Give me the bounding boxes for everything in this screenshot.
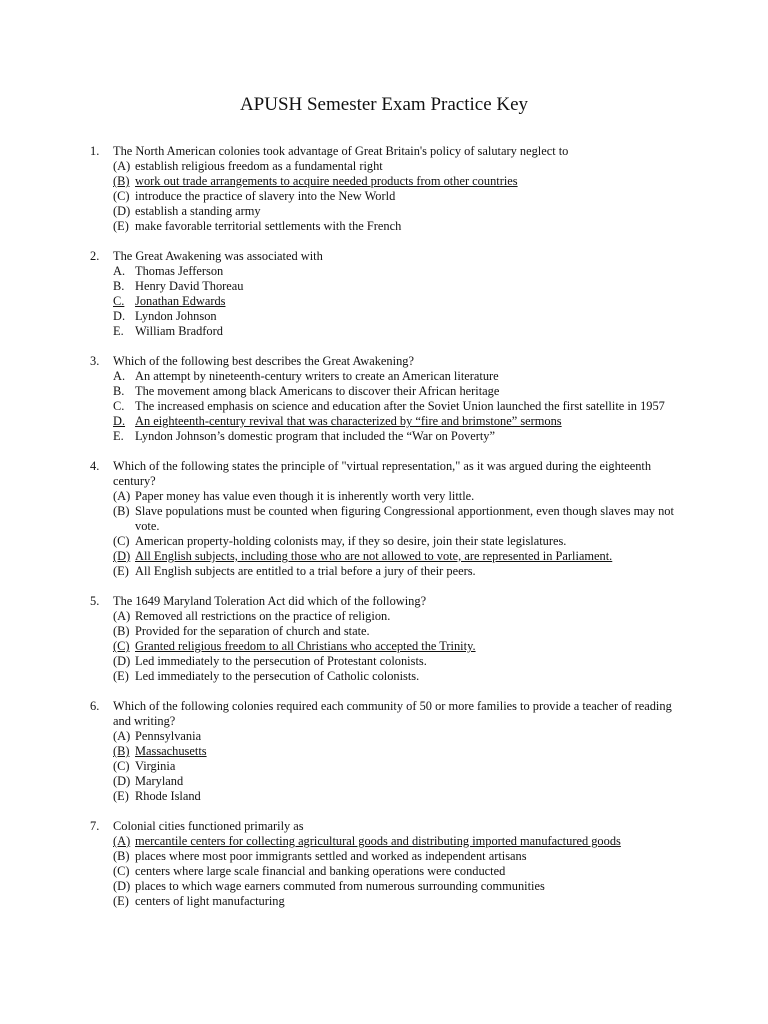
- question-2: [0, 249, 768, 339]
- option-text: Massachusetts: [135, 744, 207, 758]
- option-label: B.: [113, 279, 125, 293]
- option-label: A.: [113, 369, 126, 383]
- option-label: E.: [113, 324, 124, 338]
- option-label: (D): [113, 654, 131, 668]
- option-label: (B): [113, 849, 130, 863]
- option-label: (D): [113, 774, 131, 788]
- answer-option: [113, 279, 688, 294]
- question-6: [0, 699, 768, 804]
- option-text: introduce the practice of slavery into the New World: [135, 189, 396, 203]
- option-text: Rhode Island: [135, 789, 201, 803]
- option-text: Provided for the separation of church and state.: [135, 624, 370, 638]
- answer-option: [113, 624, 688, 639]
- option-text: An eighteenth-century revival that was characterized by “fire and brimstone” sermons: [135, 414, 562, 428]
- option-text: Lyndon Johnson’s domestic program that included the “War on Poverty”: [135, 429, 495, 443]
- option-label: (C): [113, 189, 130, 203]
- option-text: mercantile centers for collecting agricultural goods and distributing imported manufactured goods: [135, 834, 621, 848]
- option-text: work out trade arrangements to acquire needed products from other countries: [135, 174, 518, 188]
- answer-option: [113, 204, 688, 219]
- question-number: 7.: [90, 819, 100, 833]
- answer-option: [113, 219, 688, 234]
- option-label: (D): [113, 879, 131, 893]
- option-label: (B): [113, 624, 130, 638]
- answer-option: [113, 159, 688, 174]
- option-text: places to which wage earners commuted from numerous surrounding communities: [135, 879, 545, 893]
- option-label: E.: [113, 429, 124, 443]
- answer-option-correct: [113, 294, 688, 309]
- option-label: (B): [113, 174, 130, 188]
- option-text: Virginia: [135, 759, 176, 773]
- option-label: A.: [113, 264, 126, 278]
- option-text: Removed all restrictions on the practice of religion.: [135, 609, 391, 623]
- option-text: Maryland: [135, 774, 184, 788]
- question-5: [0, 594, 768, 684]
- question-number: 6.: [90, 699, 100, 713]
- option-label: (D): [113, 549, 131, 563]
- option-text: Lyndon Johnson: [135, 309, 217, 323]
- option-label: (A): [113, 609, 131, 623]
- option-text: All English subjects, including those who are not allowed to vote, are represented in Parliament.: [135, 549, 613, 563]
- option-label: C.: [113, 399, 125, 413]
- option-text: The increased emphasis on science and education after the Soviet Union launched the first satellite in 1957: [135, 399, 665, 413]
- answer-option: [113, 669, 688, 684]
- option-text: Thomas Jefferson: [135, 264, 224, 278]
- option-text: Henry David Thoreau: [135, 279, 244, 293]
- option-label: (E): [113, 669, 129, 683]
- option-text: Paper money has value even though it is inherently worth very little.: [135, 489, 475, 503]
- option-label: (E): [113, 219, 129, 233]
- answer-option-correct: [113, 834, 688, 849]
- option-label: (E): [113, 789, 129, 803]
- question-text: Which of the following states the principle of "virtual representation," as it was argued during the eighteenth century?: [113, 459, 652, 488]
- option-text: centers where large scale financial and banking operations were conducted: [135, 864, 506, 878]
- answer-option: [113, 864, 688, 879]
- question-text: The 1649 Maryland Toleration Act did which of the following?: [113, 594, 427, 608]
- option-label: (D): [113, 204, 131, 218]
- question-number: 5.: [90, 594, 100, 608]
- option-text: William Bradford: [135, 324, 223, 338]
- option-text: Led immediately to the persecution of Protestant colonists.: [135, 654, 427, 668]
- question-number: 2.: [90, 249, 100, 263]
- question-3: [0, 354, 768, 444]
- question-list: [0, 144, 768, 924]
- answer-option: [113, 564, 688, 579]
- option-label: (A): [113, 159, 131, 173]
- answer-option: [113, 324, 688, 339]
- question-text: Which of the following colonies required each community of 50 or more families to provide a teacher of reading and writing?: [113, 699, 672, 728]
- option-label: (E): [113, 894, 129, 908]
- option-text: Slave populations must be counted when figuring Congressional apportionment, even though slaves may not vote.: [135, 504, 674, 533]
- answer-option: [113, 489, 688, 504]
- answer-option-correct: [113, 174, 688, 189]
- answer-option: [113, 729, 688, 744]
- answer-option: [113, 789, 688, 804]
- answer-option: [113, 384, 688, 399]
- answer-option: [113, 399, 688, 414]
- answer-option: [113, 429, 688, 444]
- option-label: B.: [113, 384, 125, 398]
- answer-option-correct: [113, 414, 688, 429]
- option-label: (B): [113, 504, 130, 518]
- option-text: American property-holding colonists may, if they so desire, join their state legislatures.: [135, 534, 567, 548]
- answer-option: [113, 369, 688, 384]
- option-text: establish a standing army: [135, 204, 261, 218]
- question-text: The Great Awakening was associated with: [113, 249, 323, 263]
- option-label: (C): [113, 864, 130, 878]
- option-text: All English subjects are entitled to a trial before a jury of their peers.: [135, 564, 476, 578]
- option-label: C.: [113, 294, 125, 308]
- option-label: (A): [113, 834, 131, 848]
- option-label: (C): [113, 759, 130, 773]
- question-7: [0, 819, 768, 909]
- question-4: [0, 459, 768, 579]
- answer-option: [113, 189, 688, 204]
- option-label: (A): [113, 729, 131, 743]
- answer-option: [113, 264, 688, 279]
- question-text: The North American colonies took advantage of Great Britain's policy of salutary neglect to: [113, 144, 569, 158]
- answer-option-correct: [113, 744, 688, 759]
- question-1: [0, 144, 768, 234]
- answer-option: [113, 504, 688, 534]
- question-number: 4.: [90, 459, 100, 473]
- answer-option: [113, 654, 688, 669]
- option-label: (C): [113, 534, 130, 548]
- answer-option-correct: [113, 549, 688, 564]
- option-label: D.: [113, 309, 126, 323]
- option-label: (C): [113, 639, 130, 653]
- option-text: Jonathan Edwards: [135, 294, 226, 308]
- option-text: The movement among black Americans to discover their African heritage: [135, 384, 500, 398]
- option-label: (E): [113, 564, 129, 578]
- question-text: Colonial cities functioned primarily as: [113, 819, 304, 833]
- option-text: centers of light manufacturing: [135, 894, 285, 908]
- option-label: D.: [113, 414, 126, 428]
- option-text: places where most poor immigrants settled and worked as independent artisans: [135, 849, 527, 863]
- question-text: Which of the following best describes the Great Awakening?: [113, 354, 414, 368]
- option-label: (A): [113, 489, 131, 503]
- answer-option: [113, 849, 688, 864]
- answer-option-correct: [113, 639, 688, 654]
- question-number: 1.: [90, 144, 100, 158]
- option-text: make favorable territorial settlements with the French: [135, 219, 402, 233]
- option-text: Pennsylvania: [135, 729, 202, 743]
- answer-option: [113, 309, 688, 324]
- option-text: establish religious freedom as a fundamental right: [135, 159, 383, 173]
- answer-option: [113, 534, 688, 549]
- answer-option: [113, 894, 688, 909]
- question-number: 3.: [90, 354, 100, 368]
- answer-option: [113, 774, 688, 789]
- answer-option: [113, 609, 688, 624]
- option-text: An attempt by nineteenth-century writers to create an American literature: [135, 369, 499, 383]
- answer-option: [113, 759, 688, 774]
- option-label: (B): [113, 744, 130, 758]
- option-text: Led immediately to the persecution of Catholic colonists.: [135, 669, 420, 683]
- answer-option: [113, 879, 688, 894]
- option-text: Granted religious freedom to all Christians who accepted the Trinity.: [135, 639, 476, 653]
- page-title: APUSH Semester Exam Practice Key: [239, 94, 529, 115]
